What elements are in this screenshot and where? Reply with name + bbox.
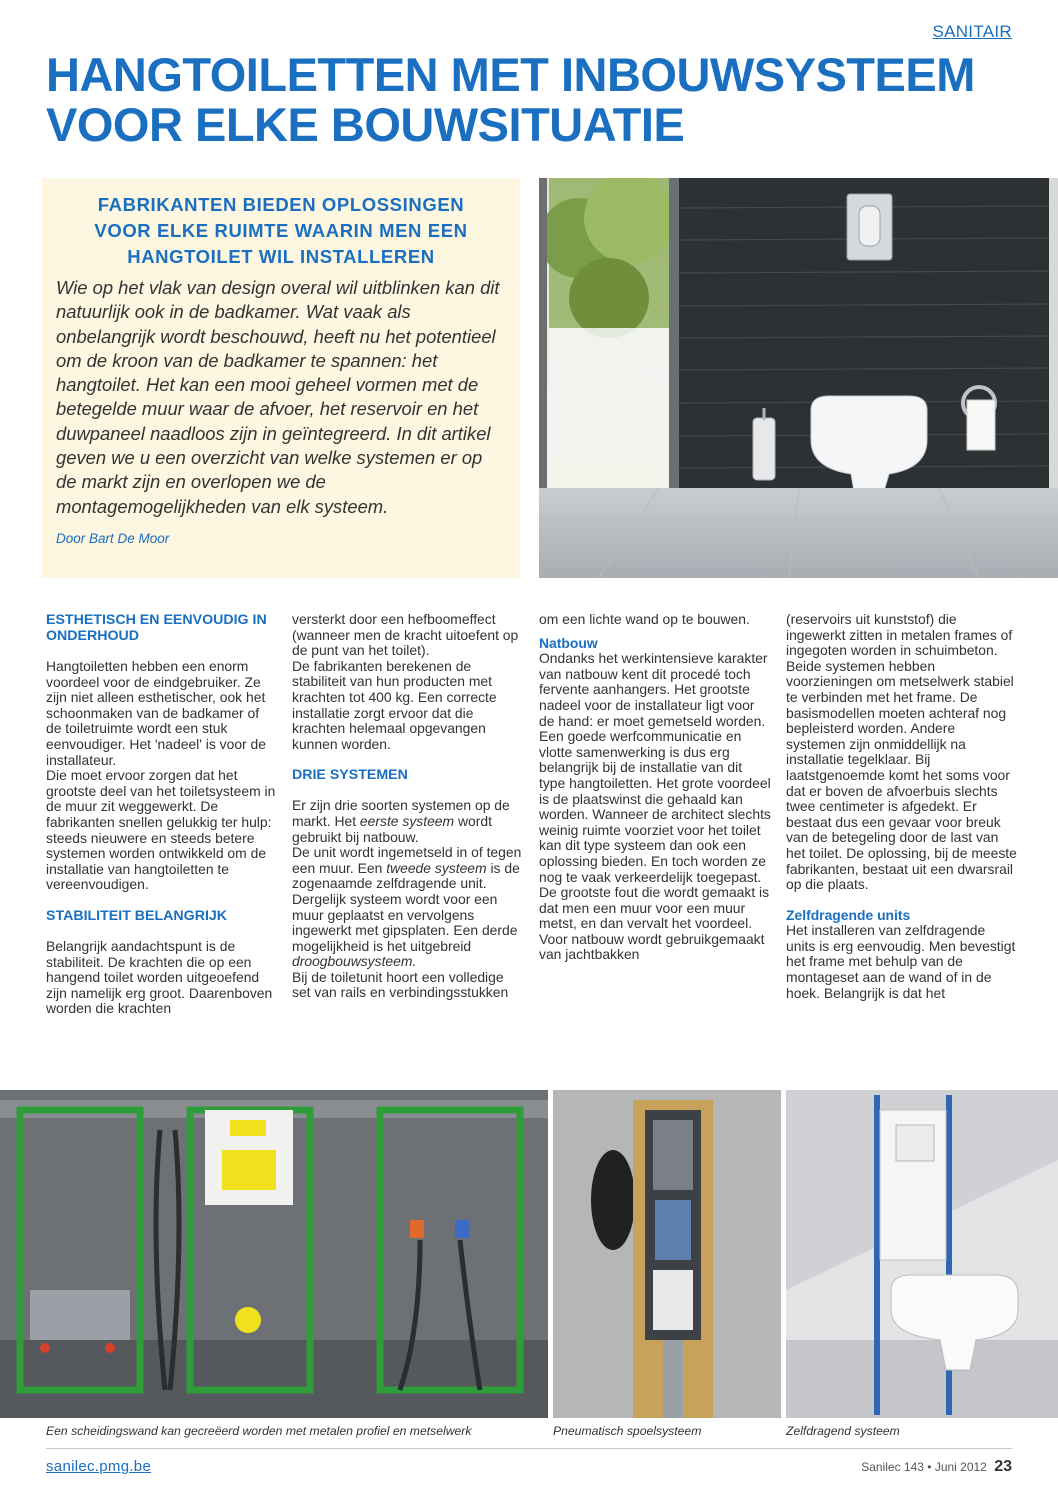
subheading-natbouw: Natbouw bbox=[539, 634, 598, 651]
photo-caption-1: Een scheidingswand kan gecreëerd worden met metalen profiel en metselwerk bbox=[46, 1424, 472, 1438]
page-title-line-2: VOOR ELKE BOUWSITUATIE bbox=[46, 98, 685, 151]
paragraph: Die moet ervoor zorgen dat het grootste deel van het toiletsysteem in de muur zit weggewerkt. De fabrikanten snellen gelukkig ter hulp: steeds nieuwere en steeds betere systemen worden ontwikkeld om de installatie van hangtoiletten te vereenvoudigen. bbox=[46, 767, 276, 893]
photo-caption-3: Zelfdragend systeem bbox=[786, 1424, 900, 1438]
self-supporting-illustration bbox=[786, 1090, 1058, 1418]
heading-stabiliteit: STABILITEIT BELANGRIJK bbox=[46, 907, 228, 924]
hero-bathroom-photo bbox=[539, 178, 1058, 578]
footer-issue-info bbox=[861, 1458, 1012, 1476]
intro-heading-line-3: HANGTOILET WIL INSTALLEREN bbox=[127, 246, 435, 267]
self-supporting-system-photo bbox=[786, 1090, 1058, 1418]
heading-esthetisch: ESTHETISCH EN EENVOUDIG IN ONDERHOUD bbox=[46, 612, 267, 644]
paragraph: Ondanks het werkintensieve karakter van natbouw kent dit procedé toch fervente aanhangers. Het grootste nadeel voor de installateur ligt voor de hand: er moet gemetseld worden. Een goede werfcommunicatie en vlotte samenwerking is dus erg belangrijk bij de installatie van dit type hangtoiletten. Het grote voordeel is de plaatswinst die gehaald kan worden. Wanneer de architect slechts weinig ruimte voorziet voor het toilet kan dit type systeem dan ook een oplossing bieden. En toch worden ze nog te vaak verkeerdelijk toegepast. De grootste fout die wordt gemaakt is dat men een muur voor een muur metst, en dan vervalt het voordeel. Voor natbouw wordt gebruikgemaakt van jachtbakken bbox=[539, 650, 771, 963]
paragraph-drie-1: Er zijn drie soorten systemen op de markt. Het eerste systeem wordt gebruikt bij natbouw. bbox=[292, 797, 510, 845]
page-number: 23 bbox=[994, 1458, 1012, 1475]
subheading-zelfdragende-units: Zelfdragende units bbox=[786, 906, 911, 923]
paragraph-drie-2: De unit wordt ingemetseld in of tegen een muur. Een tweede systeem is de zogenaamde zelfdragende unit. bbox=[292, 844, 522, 892]
intro-heading bbox=[56, 192, 506, 270]
page-title bbox=[46, 50, 1016, 150]
paragraph: om een lichte wand op te bouwen. bbox=[539, 611, 750, 627]
intro-box bbox=[42, 178, 520, 578]
paragraph: Het installeren van zelfdragende units is erg eenvoudig. Men bevestigt het frame met behulp van de montageset aan de wand of in de hoek. Belangrijk is dat het bbox=[786, 922, 1016, 1001]
paragraph: (reservoirs uit kunststof) die ingewerkt zitten in metalen frames of ingegoten worden in schuimbeton. Beide systemen hebben voorzieningen om metselwerk stabiel te verbinden met het frame. De basismodellen moeten achteraf nog bepleisterd worden. Andere systemen zijn onmiddellijk na installatie tegelklaar. Bij laatstgenoemde komt het soms voor dat er boven de afvoerbuis slechts twee centimeter is afgedekt. Er bestaat dus een gevaar voor breuk van de betegeling door de last van het toilet. De oplossing, bij de meeste fabrikanten, bestaat uit een dwarsrail op die plaats. bbox=[786, 611, 1017, 893]
paragraph: De fabrikanten berekenen de stabiliteit van hun producten met krachten tot 400 kg. Een correcte installatie zorgt ervoor dat die krachten helemaal opgevangen kunnen worden. bbox=[292, 657, 497, 752]
section-tag[interactable]: SANITAIR bbox=[932, 22, 1012, 41]
installation-frames-illustration bbox=[0, 1090, 548, 1418]
pneumatic-flush-photo bbox=[553, 1090, 781, 1418]
paragraph: Hangtoiletten hebben een enorm voordeel voor de eindgebruiker. Ze zijn niet alleen esthetischer, ook het schoonmaken van de badkamer of de toiletruimte wordt een stuk eenvoudiger. Het 'nadeel' is voor de installateur. bbox=[46, 658, 266, 768]
paragraph: Belangrijk aandachtspunt is de stabiliteit. De krachten die op een hangend toilet worden uitgeoefend zijn namelijk erg groot. Daarenboven worden die krachten bbox=[46, 937, 273, 1017]
intro-text: Wie op het vlak van design overal wil uitblinken kan dit natuurlijk ook in de badkamer. Wat vaak als onbelangrijk wordt beschouwd, heeft nu het potentieel om de kroon van de badkamer te spannen: het hangtoilet. Het kan een mooi geheel vormen met de betegelde muur waar de afvoer, het reservoir en het duwpaneel naadloos zijn in geïntegreerd. In dit artikel geven we u een overzicht van welke systemen er op de markt zijn en overlopen we de montagemogelijkheden van elk systeem. bbox=[56, 277, 500, 517]
article-column-1 bbox=[46, 612, 278, 1017]
intro-heading-line-2: VOOR ELKE RUIMTE WAARIN MEN EEN bbox=[94, 220, 468, 241]
paragraph: Bij de toiletunit hoort een volledige set van rails en verbindingsstukken bbox=[292, 968, 509, 1001]
article-column-4 bbox=[786, 612, 1018, 1001]
installation-frames-photo bbox=[0, 1090, 548, 1418]
intro-heading-line-1: FABRIKANTEN BIEDEN OPLOSSINGEN bbox=[97, 194, 465, 215]
hero-illustration bbox=[539, 178, 1058, 578]
footer-divider bbox=[46, 1448, 1012, 1449]
page-title-line-1: HANGTOILETTEN MET INBOUWSYSTEEM bbox=[46, 48, 975, 101]
website-link[interactable]: sanilec.pmg.be bbox=[46, 1458, 152, 1475]
paragraph: versterkt door een hefboomeffect (wanneer men de kracht uitoefent op de punt van het toilet). bbox=[292, 611, 519, 659]
heading-drie-systemen: DRIE SYSTEMEN bbox=[292, 767, 408, 784]
paragraph-drie-3: Dergelijk systeem wordt voor een muur geplaatst en vervolgens ingewerkt met gipsplaten. Een derde mogelijkheid is het uitgebreid droogbouwsysteem. bbox=[292, 890, 518, 970]
issue-label: Sanilec 143 • Juni 2012 bbox=[861, 1460, 987, 1474]
article-column-3 bbox=[539, 612, 771, 963]
author-byline: Door Bart De Moor bbox=[56, 530, 170, 546]
photo-caption-2: Pneumatisch spoelsysteem bbox=[553, 1424, 702, 1438]
flush-system-illustration bbox=[553, 1090, 781, 1418]
article-column-2 bbox=[292, 612, 524, 1001]
